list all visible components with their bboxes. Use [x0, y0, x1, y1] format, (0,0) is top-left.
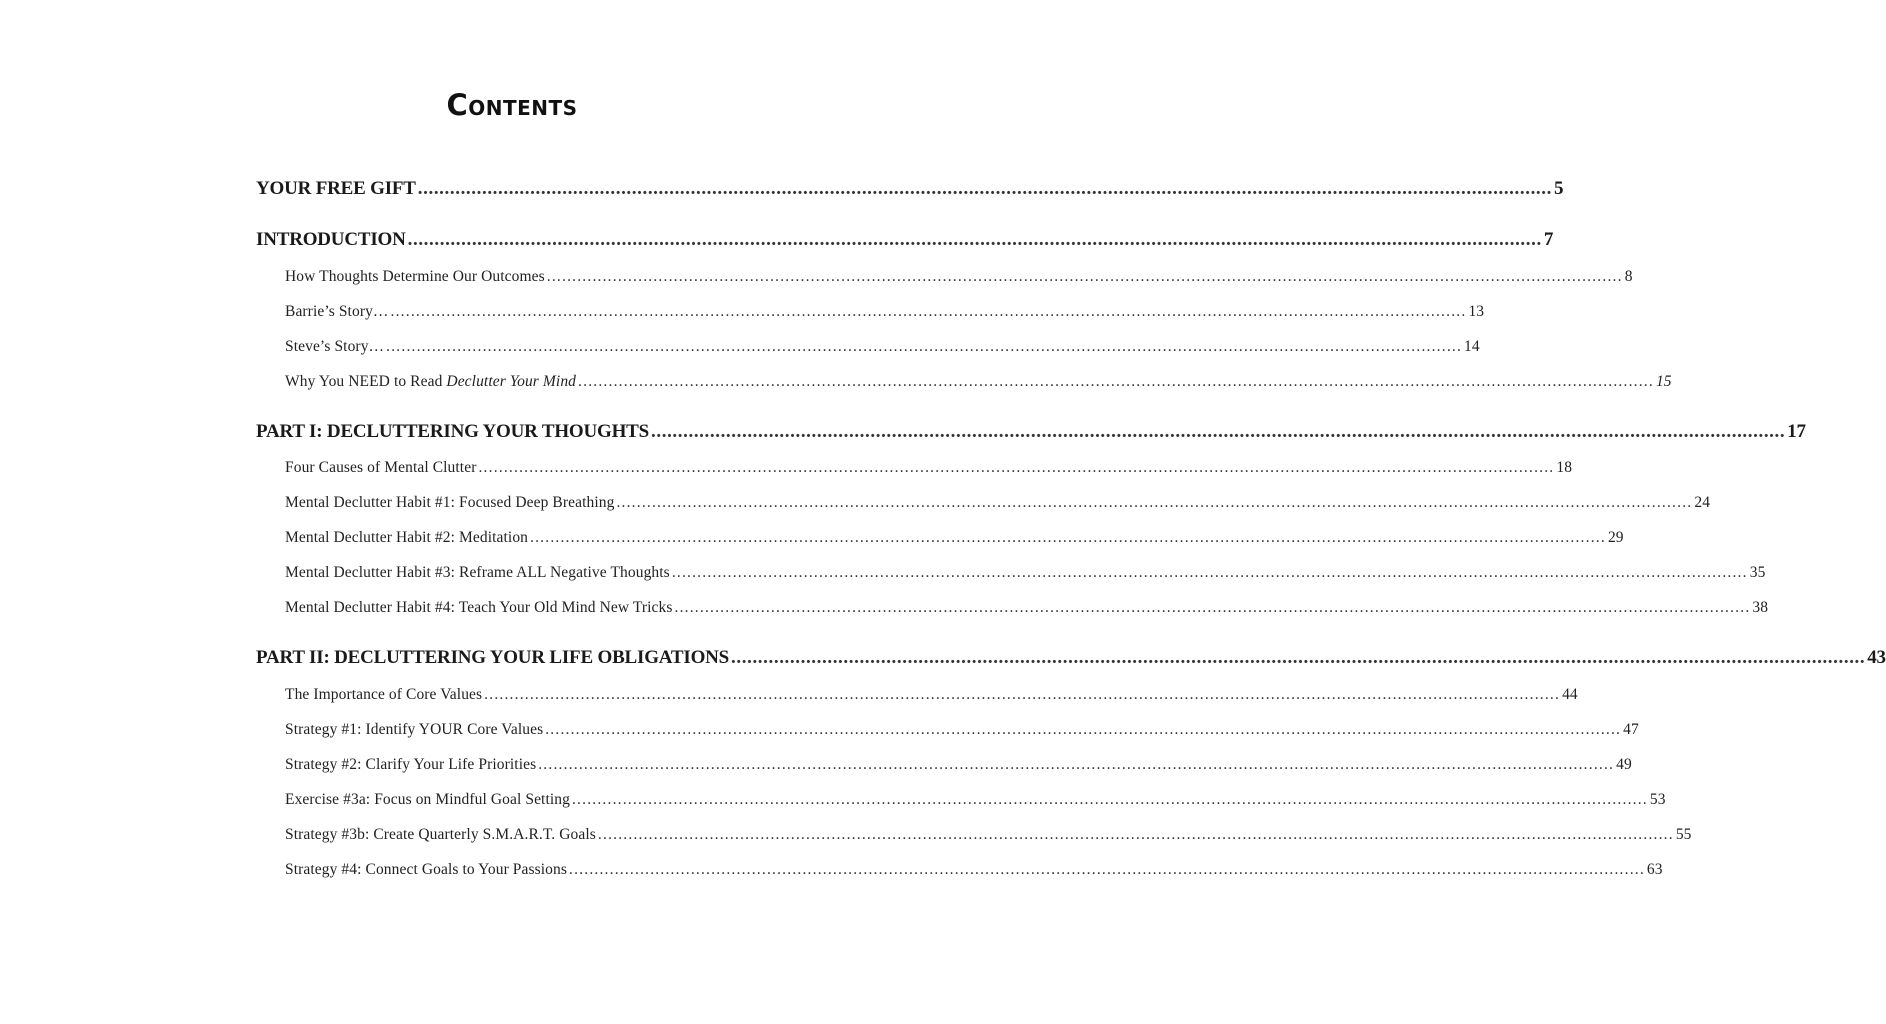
- toc-entry: [285, 373, 1672, 391]
- toc-entry: [285, 861, 1663, 879]
- toc-page-number: 55: [1675, 826, 1692, 843]
- dot-leader: ....................................................................................................................................................................................................................: [578, 373, 1654, 390]
- toc-entry: [285, 338, 1480, 356]
- toc-entry-label-text: Why You NEED to Read: [285, 373, 447, 390]
- toc-entry: [285, 564, 1766, 582]
- dot-leader: ....................................................................................................................................................................................................................: [651, 421, 1786, 442]
- toc-entry: [285, 791, 1666, 809]
- toc-entry-label: Strategy #3b: Create Quarterly S.M.A.R.T. Goals: [285, 826, 596, 843]
- dot-leader: ....................................................................................................................................................................................................................: [407, 229, 1542, 250]
- book-title-italic: Declutter Your Mind: [446, 373, 577, 390]
- toc-entry: [285, 686, 1578, 704]
- dot-leader: ....................................................................................................................................................................................................................: [417, 178, 1552, 199]
- page-title: Contents: [446, 88, 578, 122]
- toc-entry-label: Exercise #3a: Focus on Mindful Goal Setting: [285, 791, 570, 808]
- toc-page-number: 13: [1468, 303, 1485, 320]
- toc-entry: [285, 721, 1639, 739]
- toc-page-number: 14: [1464, 338, 1480, 355]
- toc-entry-label: [285, 373, 576, 391]
- toc-page-number: 29: [1607, 529, 1624, 546]
- toc-entry-label: Mental Declutter Habit #2: Meditation: [285, 529, 529, 546]
- dot-leader: ....................................................................................................................................................................................................................: [731, 647, 1866, 668]
- dot-leader: ....................................................................................................................................................................................................................: [671, 564, 1748, 581]
- dot-leader: ....................................................................................................................................................................................................................: [484, 686, 1561, 703]
- toc-entry-introduction: [256, 229, 1554, 251]
- toc-entry: [285, 756, 1632, 774]
- dot-leader: ....................................................................................................................................................................................................................: [478, 459, 1555, 476]
- toc-page-number: 5: [1553, 178, 1564, 199]
- toc-entry-label: Mental Declutter Habit #1: Focused Deep Breathing: [285, 494, 615, 511]
- toc-entry-label: Barrie’s Story…: [285, 303, 389, 320]
- toc-entry-free-gift: [256, 178, 1564, 200]
- toc-entry-label: PART I: DECLUTTERING YOUR THOUGHTS: [256, 421, 650, 442]
- toc-entry-label: INTRODUCTION: [256, 229, 406, 250]
- toc-page-number: 15: [1655, 373, 1672, 390]
- toc-page-number: 18: [1556, 459, 1573, 476]
- toc-entry-label: How Thoughts Determine Our Outcomes: [285, 268, 545, 285]
- toc-page-number: 24: [1694, 494, 1711, 511]
- toc-entry-label: Mental Declutter Habit #4: Teach Your Old Mind New Tricks: [285, 599, 673, 616]
- toc-page-number: 49: [1616, 756, 1632, 773]
- dot-leader: ....................................................................................................................................................................................................................: [597, 826, 1674, 843]
- toc-page-number: 8: [1624, 268, 1633, 285]
- toc-entry: [285, 599, 1769, 617]
- toc-page-number: 44: [1562, 686, 1578, 703]
- toc-entry: [285, 459, 1573, 477]
- toc-entry: [285, 268, 1633, 286]
- dot-leader: ....................................................................................................................................................................................................................: [530, 529, 1606, 546]
- toc-page-number: 53: [1649, 791, 1666, 808]
- dot-leader: ....................................................................................................................................................................................................................: [538, 756, 1615, 773]
- toc-entry-label: The Importance of Core Values: [285, 686, 483, 703]
- toc-entry-label: Four Causes of Mental Clutter: [285, 459, 477, 476]
- dot-leader: ....................................................................................................................................................................................................................: [571, 791, 1648, 808]
- toc-entry-part-2: [256, 647, 1886, 669]
- toc-entry-label: Steve’s Story…: [285, 338, 385, 355]
- dot-leader: ....................................................................................................................................................................................................................: [545, 721, 1622, 738]
- dot-leader: ....................................................................................................................................................................................................................: [569, 861, 1645, 878]
- toc-entry: [285, 494, 1711, 512]
- dot-leader: ....................................................................................................................................................................................................................: [386, 338, 1463, 355]
- toc-page-number: 63: [1646, 861, 1663, 878]
- toc-page-number: 17: [1787, 421, 1806, 442]
- toc-page-number: 38: [1752, 599, 1769, 616]
- toc-entry: [285, 529, 1624, 547]
- toc-page-number: 47: [1623, 721, 1639, 738]
- toc-page-number: 35: [1749, 564, 1766, 581]
- toc-entry-label: YOUR FREE GIFT: [256, 178, 416, 199]
- toc-entry-label: Mental Declutter Habit #3: Reframe ALL Negative Thoughts: [285, 564, 670, 581]
- toc-entry-label: PART II: DECLUTTERING YOUR LIFE OBLIGATIONS: [256, 647, 730, 668]
- toc-entry: [285, 303, 1485, 321]
- toc-entry-label: Strategy #1: Identify YOUR Core Values: [285, 721, 544, 738]
- dot-leader: ....................................................................................................................................................................................................................: [390, 303, 1467, 320]
- dot-leader: ....................................................................................................................................................................................................................: [674, 599, 1751, 616]
- dot-leader: ....................................................................................................................................................................................................................: [616, 494, 1693, 511]
- toc-page-number: 7: [1543, 229, 1554, 250]
- toc-entry-label: Strategy #2: Clarify Your Life Priorities: [285, 756, 537, 773]
- toc-entry: [285, 826, 1692, 844]
- toc-entry-part-1: [256, 421, 1806, 443]
- dot-leader: ....................................................................................................................................................................................................................: [546, 268, 1623, 285]
- toc-entry-label: Strategy #4: Connect Goals to Your Passions: [285, 861, 568, 878]
- toc-page-number: 43: [1867, 647, 1886, 668]
